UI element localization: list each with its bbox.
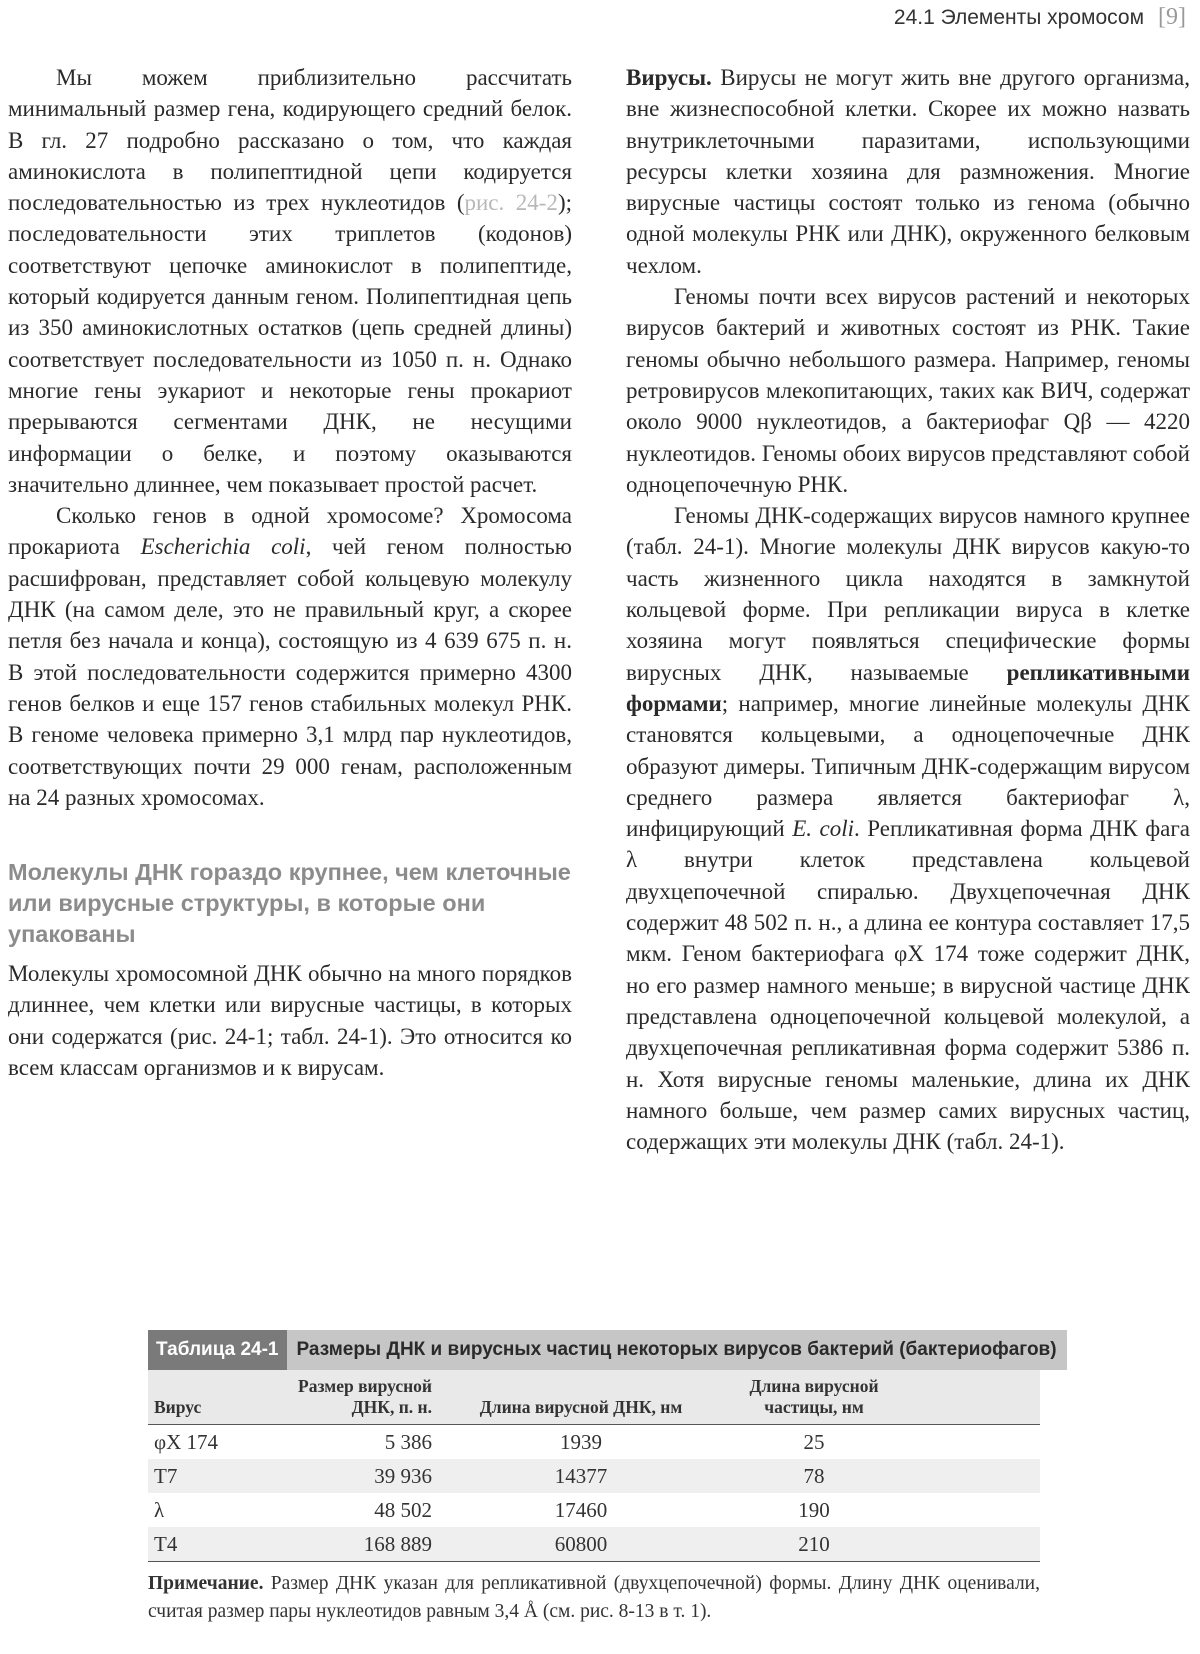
cell-virus: T7	[154, 1464, 178, 1488]
paragraph-gene-size	[8, 62, 572, 500]
cell-empty	[918, 1425, 1040, 1460]
paragraph-text: , чей геном полностью расшифрован, представляет собой кольцевую молекулу ДНК (на самом деле, это не правильный круг, а скорее петля без начала и конца), состоящую из 4 639 675 п. н. В этой последовательности содержится примерно 4300 генов белков и еще 157 генов стабильных молекул РНК. В геноме человека примерно 3,1 млрд пар нуклеотидов, соответствующих почти 29 000 генам, расположенным на 24 разных хромосомах.	[8, 534, 572, 810]
table-label: Таблица 24-1	[148, 1330, 287, 1370]
table-row	[148, 1425, 1040, 1460]
cell-dna-size: 5 386	[384, 1430, 432, 1454]
table-row	[148, 1493, 1040, 1527]
table-caption: Размеры ДНК и вирусных частиц некоторых вирусов бактерий (бактериофагов)	[287, 1330, 1067, 1370]
column-header: Размер вирусной ДНК, п. н.	[288, 1370, 452, 1425]
table-header-row	[148, 1370, 1040, 1425]
table-header-bar	[148, 1330, 1057, 1370]
paragraph-text: Мы можем приблизительно рассчитать минимальный размер гена, кодирующего средний белок. В гл. 27 подробно рассказано о том, что каждая аминокислота в полипептидной цепи кодируется последовательностью из трех нуклеотидов (	[8, 65, 572, 216]
cell-dna-length: 60800	[452, 1527, 710, 1562]
paragraph-text: Вирусы не могут жить вне другого организма, вне жизнеспособной клетки. Скорее их можно назвать внутриклеточными паразитами, использующими ресурсы клетки хозяина для размножения. Многие вирусные частицы состоят только из генома (обычно одной молекулы РНК или ДНК), окруженного белковым чехлом.	[626, 65, 1190, 278]
cell-dna-length: 17460	[554, 1498, 608, 1522]
cell-particle-length: 78	[803, 1464, 825, 1488]
paragraph-text: Геномы ДНК-содержащих вирусов намного крупнее (табл. 24-1). Многие молекулы ДНК вирусов какую-то часть жизненного цикла находятся в замкнутой кольцевой форме. При репликации вируса в клетке хозяина могут появляться специфические формы вирусных ДНК, называемые	[626, 503, 1190, 685]
paragraph-dna-viruses	[626, 500, 1190, 1157]
species-name: Escherichia coli	[140, 534, 306, 560]
cell-dna-length: 14377	[554, 1464, 608, 1488]
data-table	[148, 1370, 1040, 1562]
cell-empty	[918, 1527, 1040, 1562]
cell-dna-size: 39 936	[374, 1464, 432, 1488]
cell-virus: φX 174	[154, 1430, 219, 1454]
paragraph-rna-genomes: Геномы почти всех вирусов растений и некоторых вирусов бактерий и животных состоят из РНК. Такие геномы обычно небольшого размера. Например, геномы ретровирусов млекопитающих, таких как ВИЧ, содержат около 9000 нуклеотидов, а бактериофаг Qβ — 4220 нуклеотидов. Геномы обоих вирусов представляют собой одноцепочечную РНК.	[626, 284, 1190, 497]
column-header: Вирус	[148, 1370, 288, 1425]
table-note	[148, 1570, 1040, 1626]
cell-dna-size: 48 502	[374, 1498, 432, 1522]
table-24-1	[148, 1330, 1057, 1626]
table-row	[148, 1527, 1040, 1562]
cell-particle-length: 210	[710, 1527, 918, 1562]
cell-dna-size: 168 889	[288, 1527, 452, 1562]
paragraph-text: Сколько генов в одной хромосоме? Хромосома прокариота	[8, 503, 572, 560]
paragraph-genes-per-chromosome	[8, 500, 572, 813]
table-row	[148, 1459, 1040, 1493]
run-in-heading: Вирусы.	[626, 65, 712, 90]
paragraph-text: ; например, многие линейные молекулы ДНК становятся кольцевыми, а одноцепочечные ДНК образуют димеры. Типичным ДНК-содержащим вирусом среднего размера является бактериофаг λ, инфицирующий	[626, 690, 1190, 842]
right-column	[626, 62, 1190, 1157]
cell-empty	[918, 1493, 1040, 1527]
column-header: Длина вирусной ДНК, нм	[452, 1370, 710, 1425]
cell-virus: T4	[148, 1527, 288, 1562]
cell-particle-length: 190	[798, 1498, 830, 1522]
running-header	[894, 4, 1186, 31]
left-column	[8, 62, 572, 1083]
paragraph-text: ); последовательности этих триплетов (кодонов) соответствуют цепочке аминокислот в полипептиде, который кодируется данным геном. Полипептидная цепь из 350 аминокислотных остатков (цепь средней длины) соответствует последовательности из 1050 п. н. Однако многие гены эукариот и некоторые гены прокариот прерываются сегментами ДНК, не несущими информации о белке, и поэтому оказываются значительно длиннее, чем показывает простой расчет.	[8, 190, 572, 497]
note-text: Размер ДНК указан для репликативной (двухцепочечной) формы. Длину ДНК оценивали, считая размер пары нуклеотидов равным 3,4 Å (см. рис. 8-13 в т. 1).	[148, 1573, 1040, 1622]
cell-empty	[918, 1459, 1040, 1493]
figure-reference-link[interactable]: рис. 24-2	[464, 190, 558, 216]
cell-virus: λ	[154, 1498, 165, 1522]
paragraph-text: . Репликативная форма ДНК фага λ внутри клеток представлена кольцевой двухцепочечной спиралью. Двухцепочечная ДНК содержит 48 502 п. н., а длина ее контура составляет 17,5 мкм. Геном бактериофага φX 174 тоже содержит ДНК, но его размер намного меньше; в вирусной частице ДНК представлена одноцепочечной кольцевой молекулой, а двухцепочечная репликативная форма содержит 5386 п. н. Хотя вирусные геномы маленькие, длина их ДНК намного больше, чем размер самих вирусных частиц, содержащих эти молекулы ДНК (табл. 24-1).	[626, 816, 1190, 1155]
column-header: Длина вирусной частицы, нм	[710, 1370, 918, 1425]
cell-particle-length: 25	[803, 1430, 825, 1454]
page-number: [9]	[1158, 4, 1186, 30]
paragraph-viruses	[626, 62, 1190, 281]
key-term: репликативными формами	[626, 659, 1190, 716]
section-heading: Молекулы ДНК гораздо крупнее, чем клеточные или вирусные структуры, в которые они упакованы	[8, 859, 571, 948]
note-label: Примечание.	[148, 1573, 264, 1594]
species-name: E. coli	[792, 816, 855, 842]
paragraph-dna-length: Молекулы хромосомной ДНК обычно на много порядков длиннее, чем клетки или вирусные частицы, в которых они содержатся (рис. 24-1; табл. 24-1). Это относится ко всем классам организмов и к вирусам.	[8, 961, 572, 1081]
column-header-empty	[918, 1370, 1040, 1425]
cell-dna-length: 1939	[560, 1430, 602, 1454]
section-title: 24.1 Элементы хромосом	[893, 5, 1145, 29]
